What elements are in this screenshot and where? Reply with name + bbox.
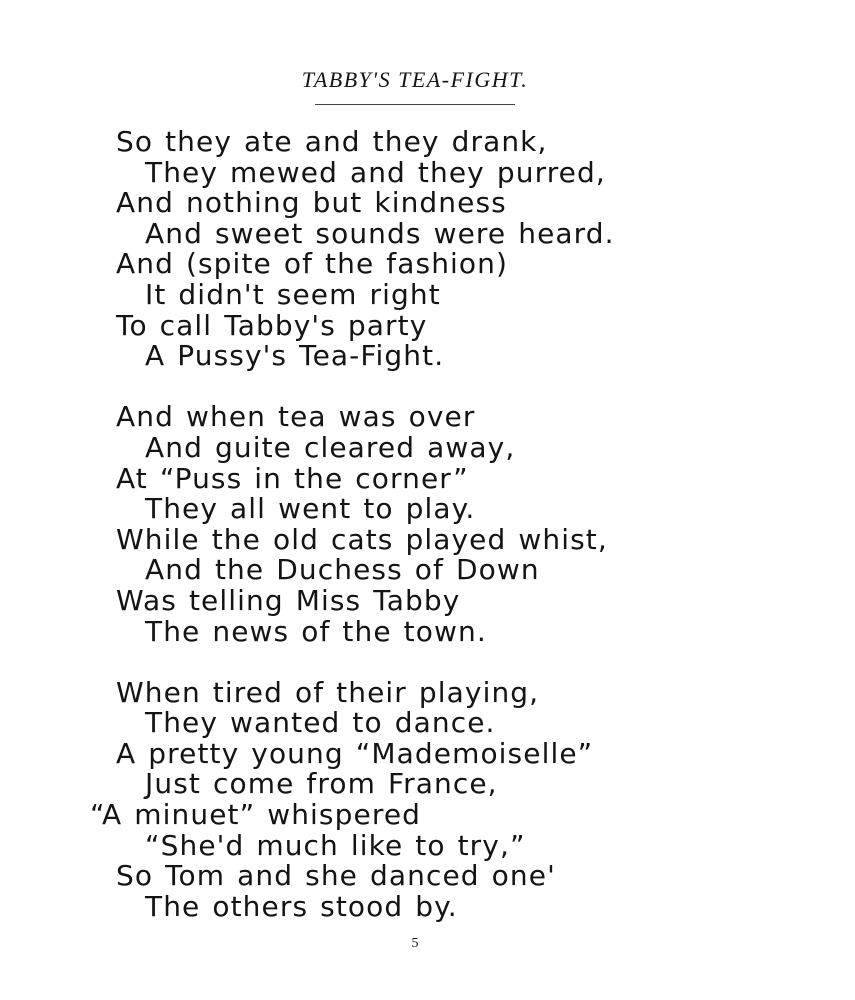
poem-line: While the old cats played whist,: [116, 522, 608, 556]
poem-line: Just come from France,: [145, 767, 498, 801]
poem: [90, 125, 836, 923]
poem-line: The others stood by.: [145, 889, 458, 923]
stanza-1: [116, 127, 836, 372]
poem-line: And sweet sounds were heard.: [145, 216, 615, 250]
poem-line: A pretty young “Mademoiselle”: [116, 736, 594, 770]
poem-line: A Pussy's Tea-Fight.: [145, 339, 445, 373]
poem-line: And the Duchess of Down: [145, 553, 540, 587]
stanza-3: [90, 675, 836, 923]
poem-line: They wanted to dance.: [145, 706, 496, 740]
poem-line: And nothing but kindness: [116, 186, 507, 220]
poem-line: And guite cleared away,: [145, 430, 516, 464]
poem-line: When tired of their playing,: [116, 675, 540, 709]
poem-line: The news of the town.: [145, 614, 487, 648]
poem-line: “She'd much like to try,”: [145, 828, 526, 862]
running-head: TABBY'S TEA-FIGHT.: [301, 67, 529, 92]
poem-line: To call Tabby's party: [116, 308, 428, 342]
poem-line: So Tom and she danced one': [116, 859, 556, 893]
head-rule: [315, 104, 515, 105]
poem-line: Was telling Miss Tabby: [116, 583, 461, 617]
poem-line: And when tea was over: [116, 400, 476, 434]
poem-line: It didn't seem right: [145, 277, 441, 311]
poem-line: They mewed and they purred,: [145, 155, 606, 189]
poem-line: “A minuet” whispered: [90, 798, 422, 832]
poem-line: At “Puss in the corner”: [116, 461, 469, 495]
poem-line: And (spite of the fashion): [116, 247, 509, 281]
poem-line: They all went to play.: [145, 492, 476, 526]
stanza-2: [116, 402, 836, 647]
poem-line: So they ate and they drank,: [116, 125, 548, 158]
page-number: 5: [411, 936, 419, 951]
